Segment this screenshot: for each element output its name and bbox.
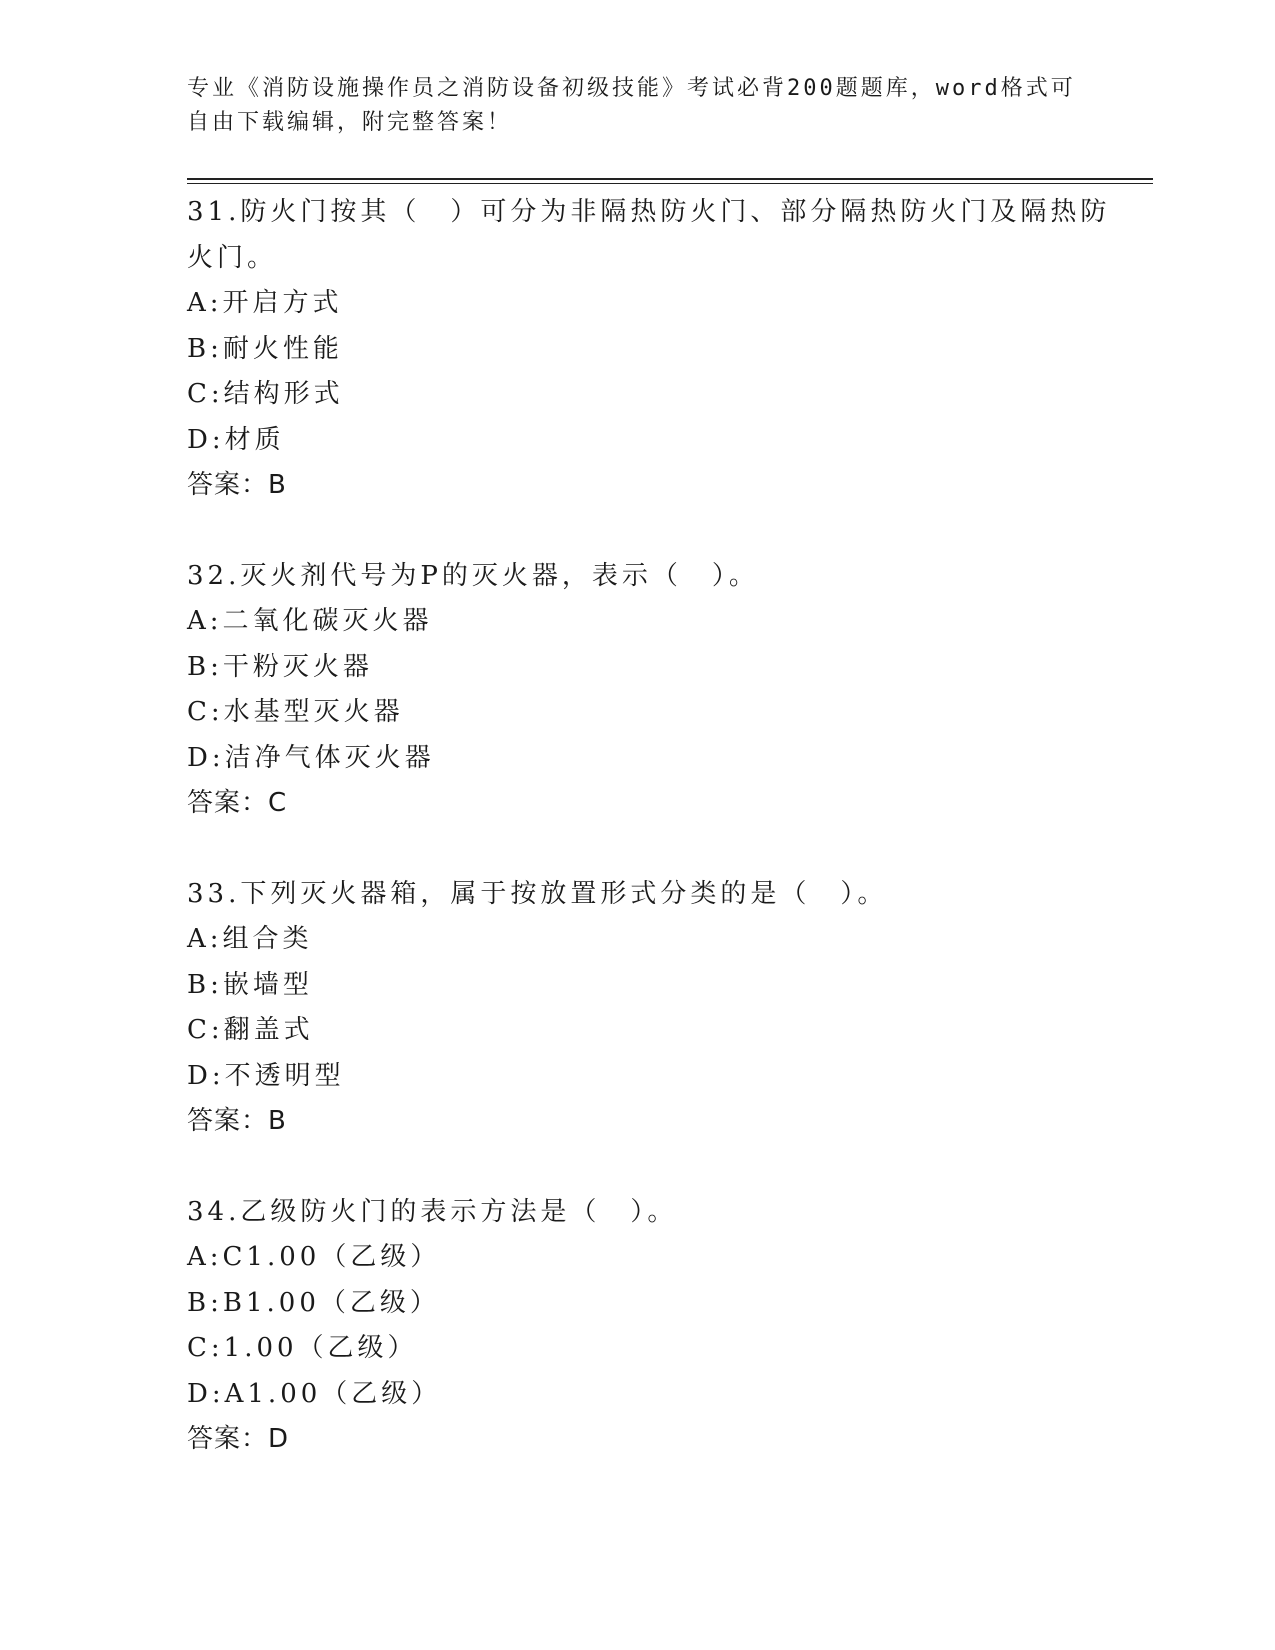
option-c: C:结构形式 [187,379,344,409]
option-b: B:B1.00（乙级） [187,1287,440,1318]
header-divider [187,178,1153,180]
answer: 答案：B [187,1106,287,1136]
question-stem [187,1190,1087,1236]
option-d: D:材质 [187,424,285,455]
question-stem [187,554,1087,600]
option-b: B:耐火性能 [187,333,343,364]
question-stem-line: 火门。 [187,242,278,273]
question-stem-line: 32.灭火剂代号为P的灭火器，表示（ ）。 [187,560,759,591]
question-stem-line: 34.乙级防火门的表示方法是（ ）。 [187,1196,678,1227]
header-line: 自由下载编辑，附完整答案！ [187,110,513,135]
option-c: C:1.00（乙级） [187,1333,418,1363]
question-34 [187,1190,1087,1463]
answer: 答案：B [187,470,287,500]
document-header [187,72,1087,140]
option-b: B:嵌墙型 [187,969,313,1000]
question-stem [187,872,1087,918]
question-list [187,190,1111,1508]
option-a: A:开启方式 [187,288,343,318]
question-stem [187,190,1111,281]
option-d: D:不透明型 [187,1060,345,1091]
question-stem-line: 33.下列灭火器箱，属于按放置形式分类的是（ ）。 [187,878,888,909]
header-divider-thin [187,183,1153,184]
option-a: A:C1.00（乙级） [187,1242,441,1272]
question-31 [187,190,1111,509]
option-c: C:翻盖式 [187,1015,314,1045]
question-33 [187,872,1087,1145]
header-line: 专业《消防设施操作员之消防设备初级技能》考试必背200题题库，word格式可 [187,76,1076,101]
option-d: D:洁净气体灭火器 [187,742,435,773]
answer: 答案：D [187,1424,290,1454]
answer: 答案：C [187,788,288,818]
option-b: B:干粉灭火器 [187,651,373,682]
question-32 [187,554,1087,827]
question-stem-line: 31.防火门按其（ ）可分为非隔热防火门、部分隔热防火门及隔热防 [187,197,1111,227]
option-d: D:A1.00（乙级） [187,1378,442,1409]
option-a: A:组合类 [187,924,313,954]
option-c: C:水基型灭火器 [187,697,404,727]
option-a: A:二氧化碳灭火器 [187,606,433,636]
